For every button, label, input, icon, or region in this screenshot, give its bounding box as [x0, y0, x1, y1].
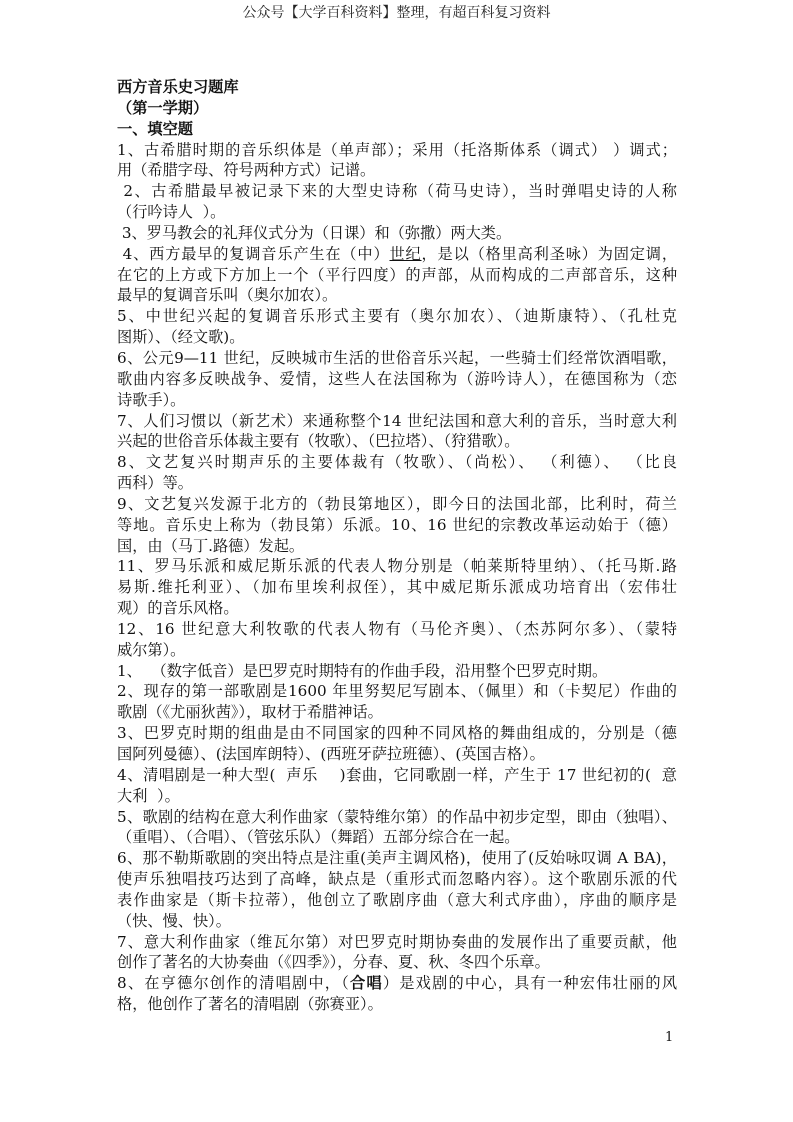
text-line: 6、公元9—11 世纪，反映城市生活的世俗音乐兴起，一些骑士们经常饮酒唱歌，: [117, 348, 677, 367]
text-line: 1、古希腊时期的音乐织体是（单声部）；采用（托洛斯体系（调式） ）调式；: [117, 140, 677, 159]
text-line: 1、 （数字低音）是巴罗克时期特有的作曲手段，沿用整个巴罗克时期。: [117, 661, 608, 680]
text-line: 6、那不勒斯歌剧的突出特点是注重(美声主调风格)，使用了(反始咏叹调 A BA)，: [117, 849, 677, 868]
question-paragraph: [117, 723, 677, 765]
text-line: 用（希腊字母、符号两种方式）记谱。: [117, 161, 376, 180]
text-line: 5、歌剧的结构在意大利作曲家（蒙特维尔第）的作品中初步定型，即由（独唱）、: [117, 807, 677, 826]
text-line: 大利 ）。: [117, 786, 180, 805]
text-line: 诗歌手）。: [117, 390, 186, 409]
text-line: 7、意大利作曲家（维瓦尔第）对巴罗克时期协奏曲的发展作出了重要贡献，他: [117, 932, 677, 951]
text-line: 歌曲内容多反映战争、爱情，这些人在法国称为（游吟诗人），在德国称为（恋: [117, 369, 677, 388]
page-header: 公众号【大学百科资料】整理，有超百科复习资料: [242, 5, 551, 21]
question-paragraph: [117, 411, 677, 453]
text-line: 创作了著名的大协奏曲（《四季》），分春、夏、秋、冬四个乐章。: [117, 953, 550, 972]
text-line: 2、古希腊最早被记录下来的大型史诗称（荷马史诗），当时弹唱史诗的人称: [117, 182, 677, 201]
text-line: 2、现存的第一部歌剧是1600 年里努契尼写剧本、（佩里）和（卡契尼）作曲的: [117, 682, 677, 701]
text-segment: ，是以（格里高利圣咏）为固定调，: [421, 244, 678, 263]
text-line: （行吟诗人 ）。: [117, 203, 226, 222]
page-number: 1: [665, 1030, 674, 1045]
question-paragraph: [117, 848, 677, 931]
text-line: 国，由（马丁.路德）发起。: [117, 536, 305, 555]
question-paragraph: [117, 807, 677, 849]
text-line: [117, 244, 677, 265]
text-line: 使声乐独唱技巧达到了高峰，缺点是（重形式而忽略内容）。这个歌剧乐派的代: [117, 870, 677, 889]
text-line: 歌剧（《尤丽狄茜》），取材于希腊神话。: [117, 703, 383, 722]
text-segment: ）是戏剧的中心，具有一种宏伟壮丽的风: [382, 974, 678, 993]
text-line: 5、中世纪兴起的复调音乐形式主要有（奥尔加农）、（迪斯康特）、（孔杜克: [117, 307, 677, 326]
text-line: [117, 973, 677, 994]
text-line: 兴起的世俗音乐体裁主要有（牧歌）、（巴拉塔）、（狩猎歌）。: [117, 432, 520, 451]
question-paragraph: [117, 140, 677, 182]
text-line: 8、文艺复兴时期声乐的主要体裁有（牧歌）、（尚松）、 （利德）、 （比良: [117, 453, 677, 472]
text-line: 国阿列曼德）、(法国库朗特）、(西班牙萨拉班德）、(英国吉格）。: [117, 745, 545, 763]
text-line: 9、文艺复兴发源于北方的（勃艮第地区），即今日的法国北部，比利时，荷兰: [117, 494, 677, 513]
question-paragraph: [117, 244, 677, 307]
text-line: 7、人们习惯以（新艺术）来通称整个14 世纪法国和意大利的音乐，当时意大利: [117, 411, 677, 430]
text-segment: 4、西方最早的复调音乐产生在（中）: [117, 244, 390, 263]
text-segment: 8、在亨德尔创作的清唱剧中，（: [117, 974, 351, 993]
text-line: （快、慢、快）。: [117, 911, 231, 930]
question-paragraph: [117, 306, 677, 348]
question-paragraph: [117, 223, 677, 244]
question-paragraph: [117, 681, 677, 723]
question-paragraph: [117, 556, 677, 619]
question-paragraph: [117, 494, 677, 557]
question-paragraph: [117, 619, 677, 661]
question-paragraph: [117, 452, 677, 494]
document-body: [117, 77, 677, 1015]
text-line: 等地。音乐史上称为（勃艮第）乐派。10、16 世纪的宗教改革运动始于（德）: [117, 515, 677, 534]
text-line: （重唱）、（合唱）、（管弦乐队）（舞蹈）五部分综合在一起。: [117, 828, 520, 847]
text-line: 西科）等。: [117, 474, 193, 493]
question-paragraph: [117, 932, 677, 974]
text-line: 表作曲家是（斯卡拉蒂），他创立了歌剧序曲（意大利式序曲），序曲的顺序是: [117, 890, 677, 909]
text-line: 观）的音乐风格。: [117, 599, 239, 618]
question-paragraph: [117, 973, 677, 1015]
document-title: 西方音乐史习题库: [117, 78, 239, 96]
section-heading: 一、填空题: [117, 119, 193, 138]
question-paragraph: [117, 348, 677, 411]
text-line: 最早的复调音乐叫（奥尔加农）。: [117, 286, 338, 305]
bold-text: 合唱: [350, 974, 383, 993]
underlined-text: 世纪: [389, 244, 422, 263]
semester-heading: （第一学期）: [117, 98, 209, 117]
text-line: 11、罗马乐派和威尼斯乐派的代表人物分别是（帕莱斯特里纳）、（托马斯.路: [117, 557, 677, 576]
text-line: 威尔第）。: [117, 640, 186, 659]
text-line: 4、清唱剧是一种大型( 声乐 )套曲，它同歌剧一样，产生于 17 世纪初的( 意: [117, 765, 677, 784]
question-paragraph: [117, 661, 677, 682]
text-line: 3、罗马教会的礼拜仪式分为（日课）和（弥撒）两大类。: [117, 223, 512, 242]
text-line: 12、16 世纪意大利牧歌的代表人物有（马伦齐奥）、（杰苏阿尔多）、（蒙特: [117, 619, 677, 638]
text-line: 格，他创作了著名的清唱剧（弥赛亚）。: [117, 995, 383, 1014]
text-line: 易斯.维托利亚）、（加布里埃利叔侄），其中威尼斯乐派成功培育出（宏伟壮: [117, 578, 677, 597]
text-line: 3、巴罗克时期的组曲是由不同国家的四种不同风格的舞曲组成的，分别是（德: [117, 724, 677, 743]
question-paragraph: [117, 765, 677, 807]
question-paragraph: [117, 181, 677, 223]
text-line: 图斯）、（经文歌)。: [117, 328, 245, 347]
text-line: 在它的上方或下方加上一个（平行四度）的声部，从而构成的二声部音乐，这种: [117, 265, 677, 284]
